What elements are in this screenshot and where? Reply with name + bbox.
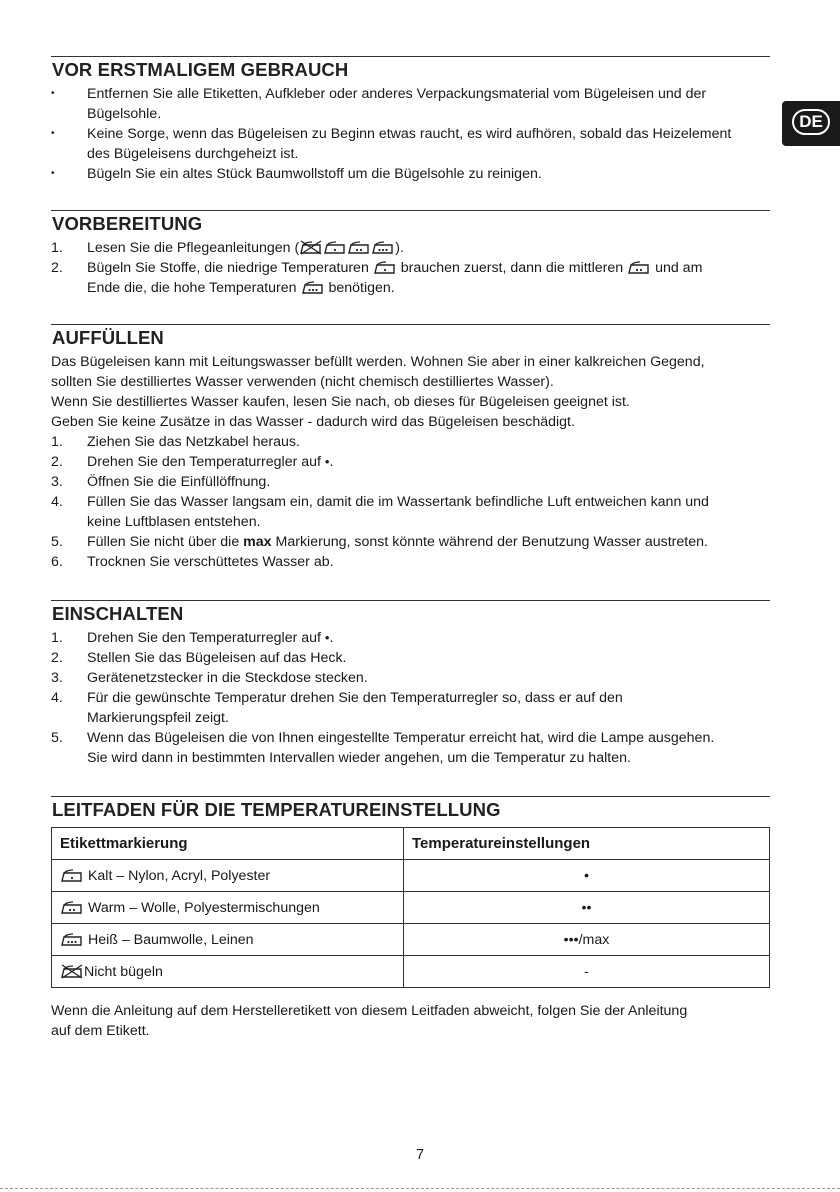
list-item: [51, 728, 770, 768]
list-text: keine Luftblasen entstehen.: [87, 514, 261, 530]
list-text: Lesen Sie die Pflegeanleitungen (: [87, 240, 300, 256]
row-label: Warm – Wolle, Polyestermischungen: [87, 899, 320, 916]
table-cell: •: [404, 860, 770, 892]
list-text: brauchen zuerst, dann die mittleren: [400, 260, 624, 276]
bullet-mark: •: [51, 168, 55, 179]
iron-1-dot-icon: [61, 868, 83, 883]
language-tab: [782, 101, 840, 146]
list-text: Für die gewünschte Temperatur drehen Sie den Temperaturregler so, dass er auf den: [87, 690, 623, 706]
section-divider: [51, 324, 770, 325]
section-divider: [51, 600, 770, 601]
column-header: Temperatureinstellungen: [404, 828, 770, 860]
list-text: Drehen Sie den Temperaturregler auf: [87, 454, 321, 470]
footnote-line: Wenn die Anleitung auf dem Herstelleretikett von diesem Leitfaden abweicht, folgen Sie der Anleitung: [51, 1003, 688, 1019]
list-item: [51, 668, 770, 688]
section-filling: [51, 324, 770, 572]
list-text: ).: [395, 240, 404, 256]
list-item: 2. Drehen Sie den Temperaturregler auf •.: [51, 454, 334, 470]
section-divider: [51, 796, 770, 797]
table-row: [52, 892, 770, 924]
list-item: [51, 258, 770, 298]
section-first-use: [51, 56, 770, 184]
list-text: Füllen Sie das Wasser langsam ein, damit die im Wassertank befindliche Luft entweichen kann und: [87, 494, 709, 510]
row-label: Nicht bügeln: [84, 963, 163, 980]
list-text: Stellen Sie das Bügeleisen auf das Heck.: [87, 650, 347, 666]
iron-2-dots-icon: [628, 260, 650, 275]
list-number: 3.: [51, 670, 63, 686]
bullet-mark: •: [51, 88, 55, 99]
table-cell: [52, 892, 404, 924]
bullet-text: des Bügeleisens durchgeheizt ist.: [87, 146, 299, 162]
iron-1-dot-icon: [324, 240, 346, 255]
list-number: 5.: [51, 534, 63, 550]
bullet-item: [51, 164, 770, 184]
section-title: VORBEREITUNG: [52, 213, 203, 234]
list-number: 2.: [51, 454, 63, 470]
list-text: und am: [655, 260, 703, 276]
paragraph-line: sollten Sie destilliertes Wasser verwenden (nicht chemisch destilliertes Wasser).: [51, 374, 554, 390]
footnote-line: auf dem Etikett.: [51, 1023, 150, 1039]
table-row: [52, 860, 770, 892]
table-row: [52, 956, 770, 988]
list-text: Ziehen Sie das Netzkabel heraus.: [87, 434, 300, 450]
paragraph-line: Wenn Sie destilliertes Wasser kaufen, lesen Sie nach, ob dieses für Bügeleisen geeignet ist.: [51, 394, 630, 410]
iron-2-dots-icon: [61, 900, 83, 915]
page-bottom-edge: [0, 1188, 840, 1189]
list-text: Sie wird dann in bestimmten Intervallen wieder angehen, um die Temperatur zu halten.: [87, 750, 631, 766]
paragraph-line: Das Bügeleisen kann mit Leitungswasser befüllt werden. Wohnen Sie aber in einer kalkreichen Gegend,: [51, 354, 705, 370]
dot-symbol: •: [324, 454, 330, 469]
table-cell: -: [404, 956, 770, 988]
iron-1-dot-icon: [374, 260, 396, 275]
bullet-text: Bügelsohle.: [87, 106, 162, 122]
table-cell: [52, 956, 404, 988]
no-iron-icon: [61, 964, 83, 979]
page-number: 7: [415, 1147, 425, 1163]
bullet-item: [51, 124, 770, 164]
paragraph-line: Geben Sie keine Zusätze in das Wasser - dadurch wird das Bügeleisen beschädigt.: [51, 414, 575, 430]
list-number: 4.: [51, 690, 63, 706]
column-header: Etikettmarkierung: [52, 828, 404, 860]
bullet-mark: •: [51, 128, 55, 139]
list-number: 2.: [51, 260, 63, 276]
table-cell: •••/max: [404, 924, 770, 956]
list-number: 1.: [51, 240, 63, 256]
list-text: Drehen Sie den Temperaturregler auf: [87, 630, 321, 646]
iron-3-dots-icon: [302, 280, 324, 295]
bullet-text: Keine Sorge, wenn das Bügeleisen zu Beginn etwas raucht, es wird aufhören, sobald das Heizelement: [87, 126, 732, 142]
list-number: 3.: [51, 474, 63, 490]
section-title: VOR ERSTMALIGEM GEBRAUCH: [52, 59, 349, 80]
iron-3-dots-icon: [372, 240, 394, 255]
no-iron-icon: [300, 240, 322, 255]
list-item: [51, 238, 770, 258]
language-badge: DE: [792, 109, 830, 135]
list-text: Öffnen Sie die Einfüllöffnung.: [87, 474, 271, 490]
list-item: [51, 532, 770, 552]
section-switch-on: [51, 600, 770, 768]
table-cell: [52, 860, 404, 892]
list-text: Trocknen Sie verschüttetes Wasser ab.: [87, 554, 334, 570]
table-header-row: [52, 828, 770, 860]
iron-2-dots-icon: [348, 240, 370, 255]
list-number: 2.: [51, 650, 63, 666]
list-item: [51, 472, 770, 492]
list-text: Bügeln Sie Stoffe, die niedrige Temperaturen: [87, 260, 369, 276]
list-item: [51, 432, 770, 452]
row-label: Kalt – Nylon, Acryl, Polyester: [87, 867, 271, 884]
list-text: Füllen Sie nicht über die: [87, 534, 240, 550]
list-item: [51, 552, 770, 572]
list-number: 5.: [51, 730, 63, 746]
section-divider: [51, 56, 770, 57]
list-text: benötigen.: [328, 280, 395, 296]
list-number: 6.: [51, 554, 63, 570]
temperature-table: [51, 827, 770, 988]
section-title: AUFFÜLLEN: [52, 327, 164, 348]
table-cell: ••: [404, 892, 770, 924]
list-text: Ende die, die hohe Temperaturen: [87, 280, 297, 296]
bullet-text: Bügeln Sie ein altes Stück Baumwollstoff um die Bügelsohle zu reinigen.: [87, 166, 542, 182]
list-item: [51, 688, 770, 728]
list-text: Gerätenetzstecker in die Steckdose stecken.: [87, 670, 368, 686]
table-row: [52, 924, 770, 956]
row-label: Heiß – Baumwolle, Leinen: [87, 931, 254, 948]
list-number: 1.: [51, 434, 63, 450]
iron-3-dots-icon: [61, 932, 83, 947]
dot-symbol: •: [324, 630, 330, 645]
list-item: 1. Drehen Sie den Temperaturregler auf •.: [51, 630, 334, 646]
list-number: 1.: [51, 630, 63, 646]
list-text: Markierung, sonst könnte während der Benutzung Wasser austreten.: [275, 534, 708, 550]
max-label: max: [243, 534, 272, 550]
list-number: 4.: [51, 494, 63, 510]
section-temperature-guide: [51, 796, 770, 1041]
list-item: [51, 492, 770, 532]
bullet-item: [51, 84, 770, 124]
section-divider: [51, 210, 770, 211]
section-title: LEITFADEN FÜR DIE TEMPERATUREINSTELLUNG: [52, 799, 501, 820]
table-cell: [52, 924, 404, 956]
list-text: Wenn das Bügeleisen die von Ihnen eingestellte Temperatur erreicht hat, wird die Lampe ausgehen.: [87, 730, 715, 746]
list-item: [51, 648, 770, 668]
section-title: EINSCHALTEN: [52, 603, 184, 624]
list-text: Markierungspfeil zeigt.: [87, 710, 229, 726]
bullet-text: Entfernen Sie alle Etiketten, Aufkleber oder anderes Verpackungsmaterial vom Bügeleisen und der: [87, 86, 707, 102]
section-preparation: [51, 210, 770, 298]
